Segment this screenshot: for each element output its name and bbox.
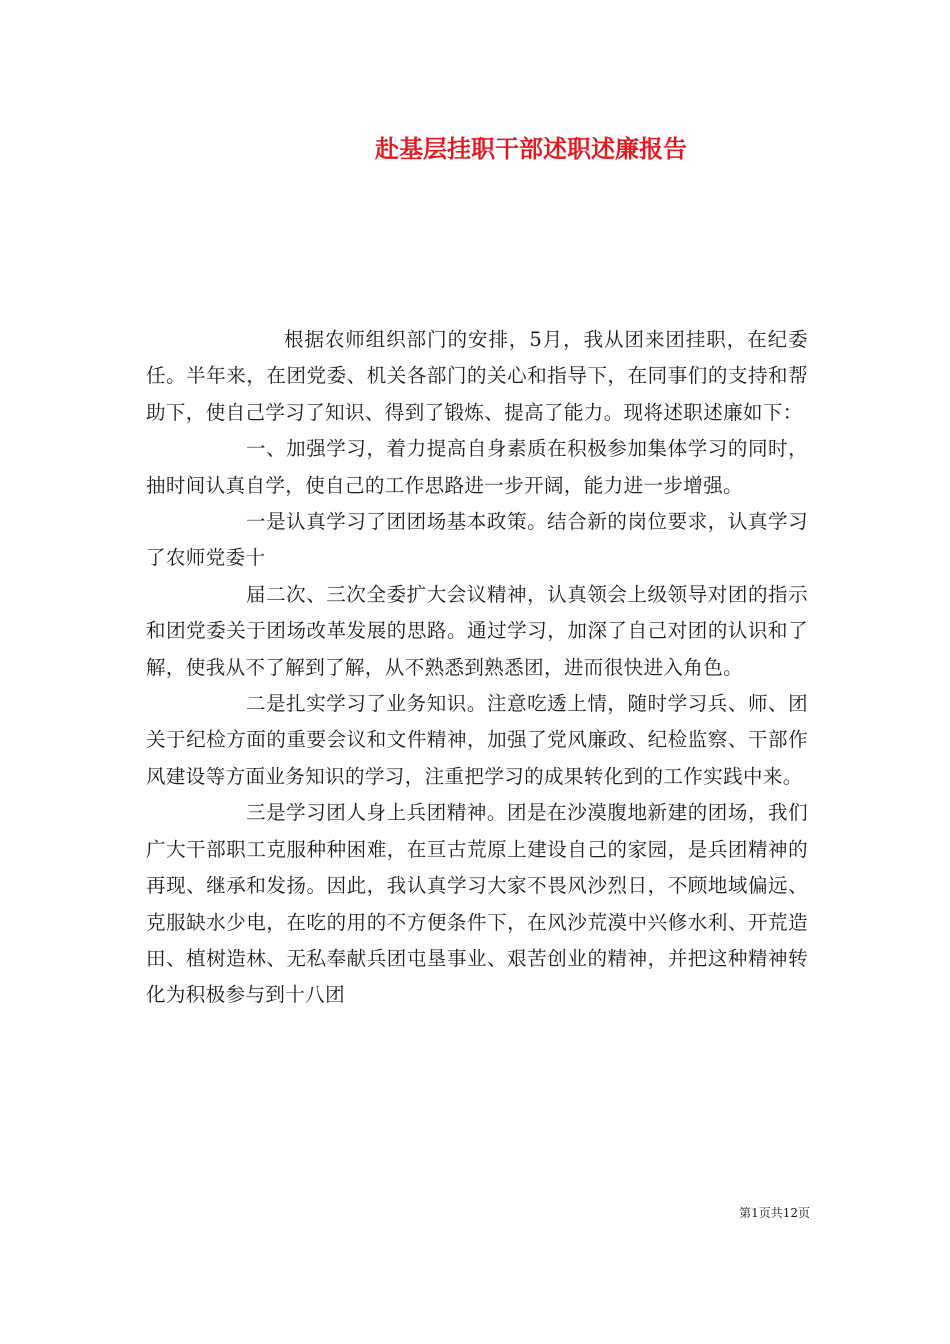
paragraph-point-two: 二是扎实学习了业务知识。注意吃透上情，随时学习兵、师、团关于纪检方面的重要会议和文件精神，加强了党风廉政、纪检监察、干部作风建设等方面业务知识的学习，注重把学习的成果转化到的工作实践中来。 <box>146 692 808 788</box>
document-body <box>146 322 808 1014</box>
page-number-footer: 第1页共12页 <box>739 1206 810 1220</box>
paragraph-section-one: 一、加强学习，着力提高自身素质在积极参加集体学习的同时，抽时间认真自学，使自己的工作思路进一步开阔，能力进一步增强。 <box>146 437 808 497</box>
paragraph-point-three: 三是学习团人身上兵团精神。团是在沙漠腹地新建的团场，我们广大干部职工克服种种困难，在亘古荒原上建设自己的家园，是兵团精神的再现、继承和发扬。因此，我认真学习大家不畏风沙烈日，不顾地域偏远、克服缺水少电，在吃的用的不方便条件下，在风沙荒漠中兴修水利、开荒造田、植树造林、无私奉献兵团屯垦事业、艰苦创业的精神，并把这种精神转化为积极参与到十八团 <box>146 801 808 1007</box>
paragraph-point-one: 一是认真学习了团团场基本政策。结合新的岗位要求，认真学习了农师党委十 <box>146 510 808 570</box>
paragraph-intro: 根据农师组织部门的安排，5月，我从团来团挂职，在纪委任。半年来，在团党委、机关各部门的关心和指导下，在同事们的支持和帮助下，使自己学习了知识、得到了锻炼、提高了能力。现将述职述廉如下： <box>146 328 808 424</box>
document-title: 赴基层挂职干部述职述廉报告 <box>375 135 687 163</box>
paragraph-point-one-continued: 届二次、三次全委扩大会议精神，认真领会上级领导对团的指示和团党委关于团场改革发展的思路。通过学习，加深了自己对团的认识和了解，使我从不了解到了解，从不熟悉到熟悉团，进而很快进入角色。 <box>146 582 808 679</box>
